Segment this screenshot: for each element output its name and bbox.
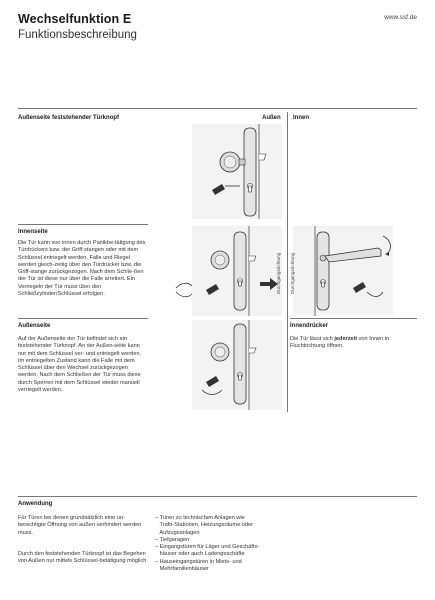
innendruecker-text-after: von Innen in Fluchtrichtung öffnen. — [290, 336, 390, 350]
anwendung-divider — [18, 496, 417, 497]
anwendung-heading: Anwendung — [18, 501, 53, 507]
list-item: Trafo-Stationen, Heizungsräume oder — [155, 522, 253, 529]
inside-function-outside-view-illustration — [172, 226, 282, 316]
outside-knob-illustration — [192, 124, 282, 219]
direction-label-left: Durchgangsrichtung — [276, 252, 281, 294]
list-item: – Eingangstüren für Läger und Geschäfts- — [155, 544, 260, 551]
outside-function-illustration — [172, 320, 282, 410]
list-item: Mehrfamilienhäuser — [155, 566, 209, 573]
anwendung-text-1: Für Türen bei denen grundsätzlich eine un-berechtigte Öffnung von außen verhindert werden muss. — [18, 515, 142, 536]
top-divider — [18, 108, 417, 109]
section-heading-outside-knob: Außenseite feststehender Türknopf — [18, 115, 120, 121]
list-item: häuser oder auch Ladengeschäfte — [155, 551, 245, 558]
label-outside: Außen — [262, 115, 281, 121]
innendruecker-text — [290, 336, 410, 351]
innendruecker-divider — [290, 318, 417, 319]
innenseite-heading: Innenseite — [18, 229, 48, 235]
list-item: – Tiefgaragen — [155, 536, 190, 543]
inside-lever-illustration — [293, 226, 403, 316]
list-item: – Türen zu technischen Anlagen wie — [155, 515, 245, 521]
page-title: Wechselfunktion E — [18, 12, 132, 26]
anwendung-text-2: Durch den feststehenden Türknopf ist das Begehen von Außen nur mittels Schlüssel-betätigung möglich. — [18, 551, 148, 565]
center-divider — [287, 112, 288, 412]
aussenseite-divider — [18, 318, 148, 319]
direction-label-right: Durchgangsrichtung — [290, 252, 295, 294]
website-url[interactable]: www.ssf.de — [384, 14, 417, 21]
page-subtitle: Funktionsbeschreibung — [18, 29, 137, 41]
anwendung-list — [155, 515, 290, 573]
aussenseite-heading: Außenseite — [18, 323, 51, 329]
innendruecker-text-before: Die Tür lässt sich — [290, 336, 335, 342]
label-inside: Innen — [293, 115, 309, 121]
innendruecker-heading: Innendrücker — [290, 323, 329, 329]
innenseite-divider — [18, 224, 148, 225]
innendruecker-text-bold: jederzeit — [334, 336, 358, 342]
innenseite-text: Die Tür kann von innen durch Panikbe-tätigung des Türdrückers bzw. der Griff-stangen oder mit dem Schlüssel entriegelt werden. Falle und Riegel werden gleich-zeitig über den Türdrücker bzw. die Griff-stange zurückgezogen. Nach dem Schlie-ßen der Tür ist diese nur über die Falle arretiert. Ein Verriegeln der Tür muss über den Schließzylinder/Schlüssel erfolgen. — [18, 240, 146, 298]
list-item: – Hauseingangstüren in Miets- und — [155, 558, 242, 565]
list-item: Aufzugsanlagen — [155, 529, 200, 536]
aussenseite-text: Auf der Außenseite der Tür befindet sich ein feststehender Türknopf. An der Außen-seite kann nur mit dem Schlüssel ver- und entriegelt werden. Im entriegelten Zustand kann die Falle mit dem Schlüssel über den Wechsel zurückgezogen werden. Nach dem Schließen der Tür muss diese durch Sperren mit dem Schlüssel wieder manuell verriegelt werden. — [18, 336, 142, 394]
